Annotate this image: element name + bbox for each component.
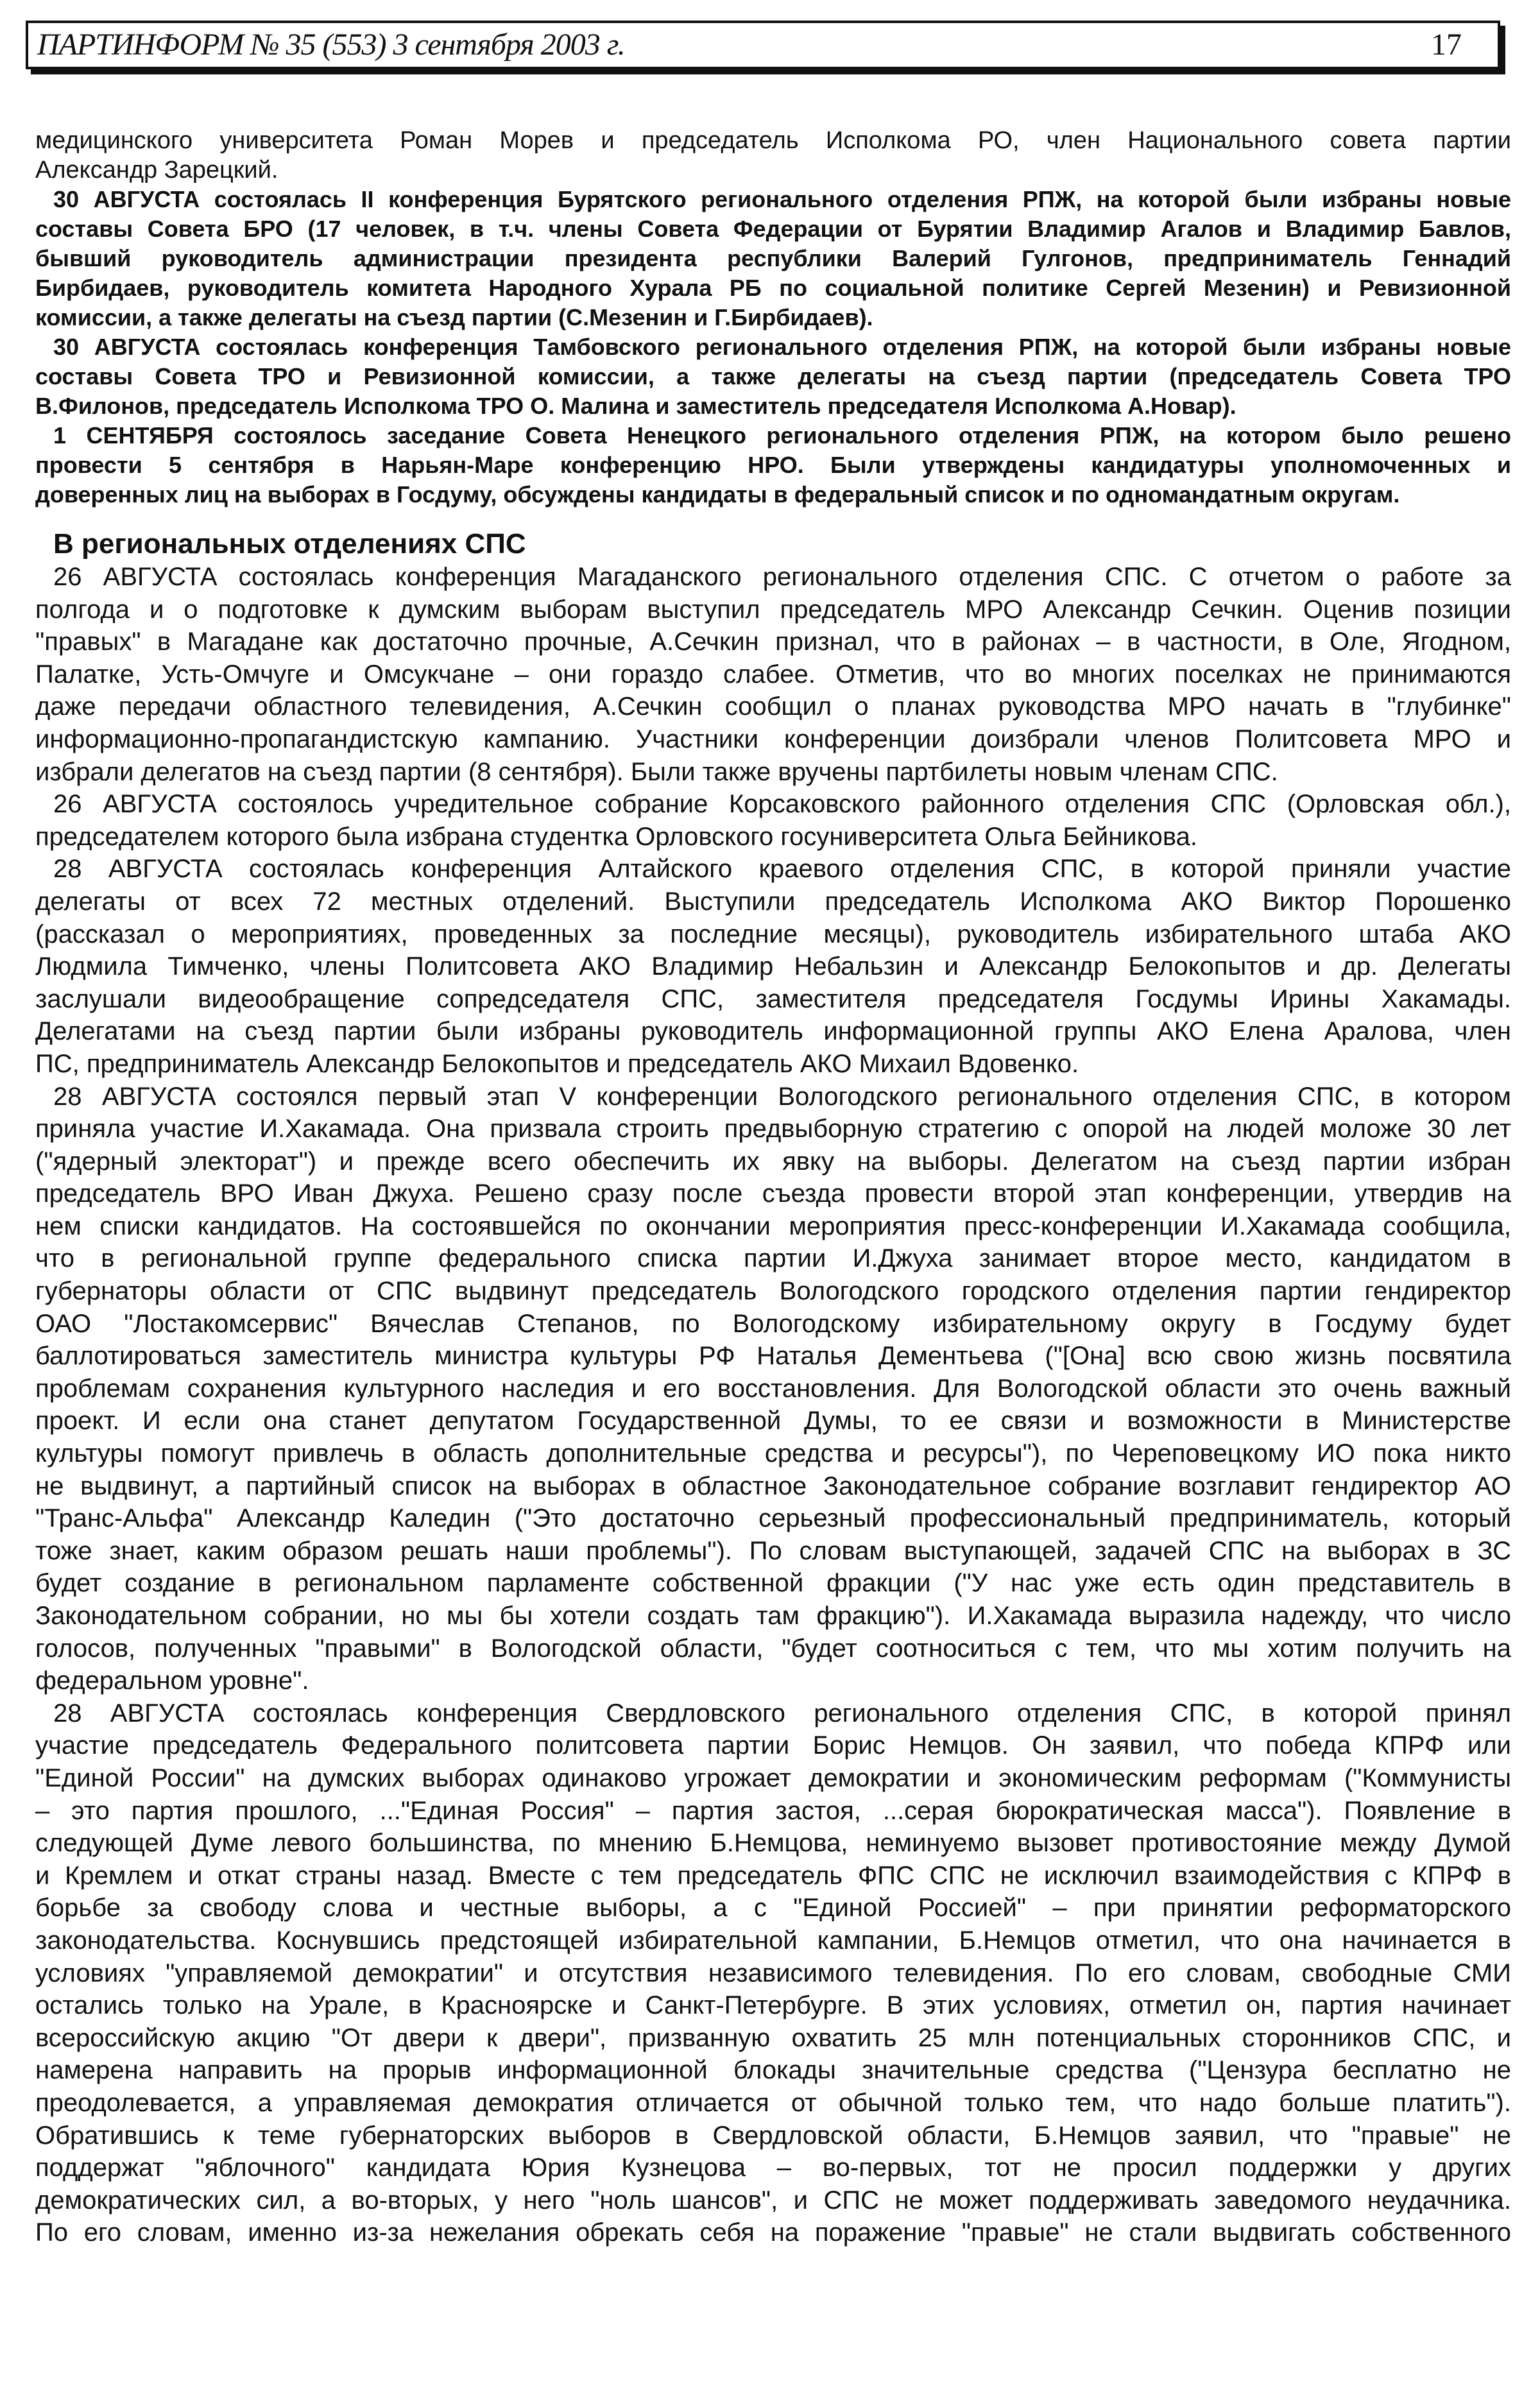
text-line: законодательства. Коснувшись предстоящей избирательной кампании, Б.Немцов отметил, что она начинается в: [35, 1926, 1511, 1955]
text-line: составы Совета ТРО и Ревизионной комиссии, а также делегаты на съезд партии (председатель Совета ТРО: [35, 363, 1511, 390]
text-line: председателем которого была избрана студентка Орловского госуниверситета Ольга Бейникова.: [35, 822, 1197, 851]
paragraph: [35, 1081, 1511, 1697]
text-line: приняла участие И.Хакамада. Она призвала строить предвыборную стратегию с опорой на людей моложе 30 лет: [35, 1115, 1511, 1144]
text-line: полгода и о подготовке к думским выборам выступил председатель МРО Александр Сечкин. Оценив позиции: [35, 595, 1511, 624]
text-line: даже передачи областного телевидения, А.Сечкин сообщил о планах руководства МРО начать в "глубинке": [35, 692, 1511, 721]
text-line: 28 АВГУСТА состоялась конференция Алтайского краевого отделения СПС, в которой приняли участие: [53, 855, 1511, 884]
text-line: ОАО "Лостакомсервис" Вячеслав Степанов, по Вологодскому избирательному округу в Госдуму будет: [35, 1309, 1511, 1338]
text-line: будет создание в региональном парламенте собственной фракции ("У нас уже есть один представитель в: [35, 1569, 1511, 1598]
paragraph: [35, 788, 1511, 853]
text-line: борьбе за свободу слова и честные выборы, а с "Единой Россией" – при принятии реформаторского: [35, 1894, 1511, 1923]
text-line: заслушали видеообращение сопредседателя СПС, заместителя председателя Госдумы Ирины Хакамады.: [35, 984, 1511, 1013]
text-line: культуры помогут привлечь в область дополнительные средства и ресурсы"), по Череповецкому ИО пока никто: [35, 1439, 1511, 1468]
paragraph: [35, 332, 1511, 421]
paragraph: [35, 853, 1511, 1080]
paragraph: [35, 1697, 1511, 2249]
text-line: информационно-пропагандистскую кампанию. Участники конференции доизбрали членов Политсовета МРО и: [35, 724, 1511, 753]
page-number: 17: [1431, 28, 1462, 62]
text-line: (рассказал о мероприятиях, проведенных за последние месяцы), руководитель избирательного штаба АКО: [35, 920, 1511, 948]
article-body: [35, 126, 1511, 2249]
text-line: 28 АВГУСТА состоялся первый этап V конференции Вологодского регионального отделения СПС, в котором: [53, 1082, 1511, 1111]
text-line: ("ядерный электорат") и прежде всего обеспечить их явку на выборы. Делегатом на съезд партии избран: [35, 1147, 1511, 1176]
text-line: проблемам сохранения культурного наследия и его восстановления. Для Вологодской области это очень важный: [35, 1374, 1511, 1403]
text-line: баллотироваться заместитель министра культуры РФ Наталья Дементьева ("[Она] всю свою жизнь посвятила: [35, 1342, 1511, 1371]
text-line: "Транс-Альфа" Александр Каледин ("Это достаточно серьезный профессиональный предприниматель, который: [35, 1504, 1511, 1533]
text-line: 26 АВГУСТА состоялась конференция Магаданского регионального отделения СПС. С отчетом о работе за: [53, 563, 1511, 591]
text-line: 28 АВГУСТА состоялась конференция Свердловского регионального отделения СПС, в которой принял: [53, 1699, 1511, 1727]
text-line: 30 АВГУСТА состоялась конференция Тамбовского регионального отделения РПЖ, на которой были избраны новые: [53, 334, 1511, 360]
paragraph: [35, 126, 1511, 185]
paragraph: [35, 185, 1511, 332]
paragraph: [35, 421, 1511, 510]
text-line: поддержат "яблочного" кандидата Юрия Кузнецова – во-первых, тот не просил поддержки у других: [35, 2154, 1511, 2182]
text-line: "правых" в Магадане как достаточно прочные, А.Сечкин признал, что в районах – в частности, в Оле, Ягодном,: [35, 628, 1511, 656]
text-line: нем списки кандидатов. На состоявшейся по окончании мероприятия пресс-конференции И.Хакамада сообщила,: [35, 1212, 1511, 1240]
text-line: губернаторы области от СПС выдвинут председатель Вологодского городского отделения партии гендиректор: [35, 1277, 1511, 1306]
text-line: В.Филонов, председатель Исполкома ТРО О. Малина и заместитель председателя Исполкома А.Новар).: [35, 393, 1236, 419]
section-sps-regional: [35, 561, 1511, 2249]
text-line: участие председатель Федерального политсовета партии Борис Немцов. Он заявил, что победа КПРФ или: [35, 1731, 1511, 1760]
text-line: что в региональной группе федерального списка партии И.Джуха занимает второе место, кандидатом в: [35, 1244, 1511, 1273]
text-line: бывший руководитель администрации президента республики Валерий Гулгонов, предприниматель Геннадий: [35, 245, 1511, 271]
publication-title: ПАРТИНФОРМ № 35 (553) 3 сентября 2003 г.: [37, 28, 625, 62]
text-line: голосов, полученных "правыми" в Вологодской области, "будет соотноситься с тем, что мы хотим получить на: [35, 1634, 1511, 1663]
text-line: Делегатами на съезд партии были избраны руководитель информационной группы АКО Елена Аралова, член: [35, 1017, 1511, 1046]
text-line: тоже знает, каким образом решать наши проблемы"). По словам выступающей, задачей СПС на выборах в ЗС: [35, 1536, 1511, 1565]
text-line: медицинского университета Роман Морев и председатель Исполкома РО, член Национального совета партии: [35, 127, 1511, 154]
text-line: – это партия прошлого, ..."Единая Россия" – партия застоя, ...серая бюрократическая масса"). Появление в: [35, 1796, 1511, 1825]
text-line: избрали делегатов на съезд партии (8 сентября). Были также вручены партбилеты новым членам СПС.: [35, 757, 1278, 786]
text-line: 30 АВГУСТА состоялась II конференция Бурятского регионального отделения РПЖ, на которой были избраны новые: [53, 186, 1511, 212]
text-line: Людмила Тимченко, члены Политсовета АКО Владимир Небальзин и Александр Белокопытов и др. Делегаты: [35, 952, 1511, 981]
text-line: комиссии, а также делегаты на съезд партии (С.Мезенин и Г.Бирбидаев).: [35, 304, 873, 330]
text-line: делегаты от всех 72 местных отделений. Выступили председатель Исполкома АКО Виктор Порошенко: [35, 887, 1511, 916]
text-line: председатель ВРО Иван Джуха. Решено сразу после съезда провести второй этап конференции, утвердив на: [35, 1179, 1511, 1208]
section-heading: В региональных отделениях СПС: [53, 528, 526, 560]
text-line: демократических сил, а во-вторых, у него "ноль шансов", и СПС не может поддерживать заведомого неудачника.: [35, 2186, 1511, 2215]
text-line: всероссийскую акцию "От двери к двери", призванную охватить 25 млн потенциальных сторонников СПС, и: [35, 2023, 1511, 2052]
text-line: условиях "управляемой демократии" и отсутствия независимого телевидения. По его словам, свободные СМИ: [35, 1958, 1511, 1987]
text-line: "Единой России" на думских выборах одинаково угрожает демократии и экономическим реформам ("Коммунисты: [35, 1763, 1511, 1792]
text-line: По его словам, именно из-за нежелания обрекать себя на поражение "правые" не стали выдвигать собственного: [35, 2218, 1511, 2247]
text-line: доверенных лиц на выборах в Госдуму, обсуждены кандидаты в федеральный список и по одномандатным округам.: [35, 481, 1400, 508]
text-line: Александр Зарецкий.: [35, 157, 278, 184]
text-line: ПС, предприниматель Александр Белокопытов и председатель АКО Михаил Вдовенко.: [35, 1049, 1079, 1078]
text-line: преодолевается, а управляемая демократия отличается от обычной только тем, что надо больше платить").: [35, 2088, 1511, 2117]
text-line: Палатке, Усть-Омчуге и Омсукчане – они гораздо слабее. Отметив, что во многих поселках не принимаются: [35, 660, 1511, 689]
text-line: Обратившись к теме губернаторских выборов в Свердловской области, Б.Немцов заявил, что "правые" не: [35, 2121, 1511, 2150]
text-line: 26 АВГУСТА состоялось учредительное собрание Корсаковского районного отделения СПС (Орловская обл.),: [53, 790, 1511, 819]
text-line: федеральном уровне".: [35, 1667, 309, 1695]
text-line: Законодательном собрании, но мы бы хотели создать там фракцию"). И.Хакамада выразила надежду, что число: [35, 1602, 1511, 1630]
paragraph: [35, 561, 1511, 788]
text-line: не выдвинут, а партийный список на выборах в областное Законодательное собрание возглавит гендиректор АО: [35, 1471, 1511, 1500]
page-header: [26, 21, 1500, 69]
text-line: проект. И если она станет депутатом Государственной Думы, то ее связи и возможности в Министерстве: [35, 1407, 1511, 1435]
text-line: и Кремлем и откат страны назад. Вместе с тем председатель ФПС СПС не исключил взаимодействия с КПРФ в: [35, 1861, 1511, 1890]
text-line: составы Совета БРО (17 человек, в т.ч. члены Совета Федерации от Бурятии Владимир Агалов и Владимир Бавлов,: [35, 216, 1511, 242]
section-rpzh-news: [35, 126, 1511, 510]
text-line: провести 5 сентября в Нарьян-Маре конференцию НРО. Были утверждены кандидатуры уполномоченных и: [35, 452, 1511, 478]
text-line: намерена направить на прорыв информационной блокады значительные средства ("Цензура бесплатно не: [35, 2056, 1511, 2085]
text-line: следующей Думе левого большинства, по мнению Б.Немцова, неминуемо вызовет противостояние между Думой: [35, 1829, 1511, 1858]
text-line: Бирбидаев, руководитель комитета Народного Хурала РБ по социальной политике Сергей Мезенин) и Ревизионной: [35, 275, 1511, 301]
text-line: 1 СЕНТЯБРЯ состоялось заседание Совета Ненецкого регионального отделения РПЖ, на котором было решено: [53, 422, 1511, 449]
text-line: остались только на Урале, в Красноярске и Санкт-Петербурге. В этих условиях, отметил он, партия начинает: [35, 1991, 1511, 2020]
